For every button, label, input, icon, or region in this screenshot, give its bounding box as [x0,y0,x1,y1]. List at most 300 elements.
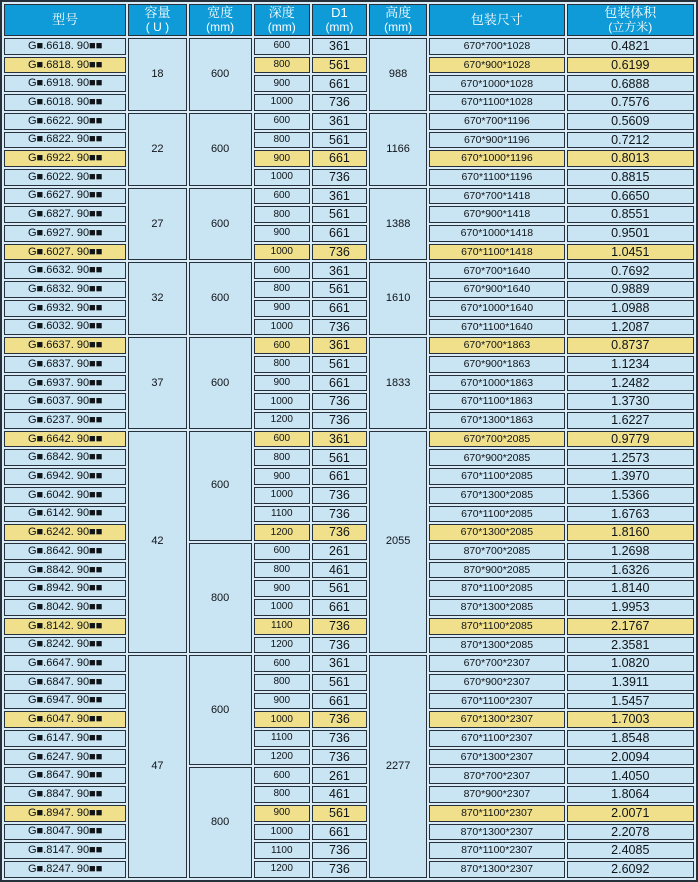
table-row [4,562,694,579]
table-row [4,599,694,616]
model-cell: G■.6242. 90■■ [4,524,126,541]
table-row [4,655,694,672]
package-volume-cell: 0.8551 [567,206,694,223]
package-volume-cell: 1.5457 [567,693,694,710]
model-cell: G■.8047. 90■■ [4,824,126,841]
package-size-cell: 870*1100*2307 [429,842,564,859]
package-volume-cell: 1.8548 [567,730,694,747]
d1-cell: 561 [312,206,367,223]
package-volume-cell: 2.3581 [567,637,694,654]
package-volume-cell: 0.9779 [567,431,694,448]
table-row [4,281,694,298]
model-cell: G■.6818. 90■■ [4,57,126,74]
model-cell: G■.6922. 90■■ [4,150,126,167]
table-row [4,749,694,766]
depth-cell: 900 [254,225,310,242]
d1-cell: 736 [312,319,367,336]
depth-cell: 800 [254,206,310,223]
d1-cell: 561 [312,580,367,597]
package-size-cell: 670*1300*2307 [429,711,564,728]
depth-cell: 1200 [254,749,310,766]
table-row [4,337,694,354]
d1-cell: 736 [312,94,367,111]
package-size-cell: 670*1100*2307 [429,693,564,710]
model-cell: G■.6837. 90■■ [4,356,126,373]
width-cell: 600 [189,188,252,261]
table-row [4,524,694,541]
d1-cell: 361 [312,655,367,672]
table-row [4,637,694,654]
d1-cell: 561 [312,57,367,74]
table-row [4,57,694,74]
depth-cell: 800 [254,356,310,373]
height-cell: 988 [369,38,427,111]
package-volume-cell: 0.6199 [567,57,694,74]
column-label: D1 [331,5,348,20]
depth-cell: 600 [254,188,310,205]
model-cell: G■.8642. 90■■ [4,543,126,560]
width-cell: 600 [189,38,252,111]
package-size-cell: 670*1000*1196 [429,150,564,167]
height-cell: 1388 [369,188,427,261]
package-size-cell: 870*700*2085 [429,543,564,560]
model-cell: G■.6947. 90■■ [4,693,126,710]
column-header-0 [4,4,126,36]
d1-cell: 361 [312,188,367,205]
table-row [4,674,694,691]
capacity-cell: 27 [128,188,186,261]
package-volume-cell: 0.4821 [567,38,694,55]
depth-cell: 800 [254,674,310,691]
height-cell: 1166 [369,113,427,186]
package-size-cell: 670*900*1028 [429,57,564,74]
table-row [4,356,694,373]
depth-cell: 900 [254,75,310,92]
model-cell: G■.8142. 90■■ [4,618,126,635]
capacity-cell: 47 [128,655,186,878]
depth-cell: 1000 [254,599,310,616]
d1-cell: 736 [312,730,367,747]
depth-cell: 900 [254,468,310,485]
model-cell: G■.6032. 90■■ [4,319,126,336]
depth-cell: 1000 [254,711,310,728]
package-size-cell: 870*900*2307 [429,786,564,803]
table-row [4,188,694,205]
model-cell: G■.8947. 90■■ [4,805,126,822]
capacity-cell: 32 [128,262,186,335]
column-sublabel: (mm) [384,20,413,34]
table-row [4,842,694,859]
package-volume-cell: 2.0071 [567,805,694,822]
depth-cell: 800 [254,57,310,74]
package-size-cell: 670*1100*1028 [429,94,564,111]
depth-cell: 1100 [254,618,310,635]
table-row [4,468,694,485]
table-row [4,730,694,747]
depth-cell: 600 [254,543,310,560]
d1-cell: 261 [312,767,367,784]
table-row [4,449,694,466]
d1-cell: 736 [312,412,367,429]
depth-cell: 1000 [254,393,310,410]
table-row [4,693,694,710]
d1-cell: 661 [312,300,367,317]
depth-cell: 1200 [254,412,310,429]
package-size-cell: 670*700*1196 [429,113,564,130]
package-volume-cell: 1.2482 [567,375,694,392]
package-volume-cell: 0.7212 [567,132,694,149]
package-size-cell: 670*900*2085 [429,449,564,466]
package-size-cell: 870*1300*2085 [429,637,564,654]
package-size-cell: 670*900*1640 [429,281,564,298]
table-row [4,75,694,92]
depth-cell: 900 [254,805,310,822]
depth-cell: 1000 [254,244,310,261]
package-size-cell: 670*700*1863 [429,337,564,354]
depth-cell: 800 [254,132,310,149]
capacity-cell: 42 [128,431,186,653]
d1-cell: 736 [312,861,367,878]
d1-cell: 736 [312,711,367,728]
table-row [4,543,694,560]
depth-cell: 1100 [254,506,310,523]
package-volume-cell: 1.0988 [567,300,694,317]
model-cell: G■.8147. 90■■ [4,842,126,859]
table-row [4,375,694,392]
width-cell: 600 [189,655,252,765]
depth-cell: 800 [254,281,310,298]
package-volume-cell: 1.8140 [567,580,694,597]
depth-cell: 800 [254,562,310,579]
model-cell: G■.6247. 90■■ [4,749,126,766]
table-row [4,300,694,317]
d1-cell: 361 [312,38,367,55]
model-cell: G■.6027. 90■■ [4,244,126,261]
table-row [4,319,694,336]
column-sublabel: (mm) [206,20,235,34]
d1-cell: 661 [312,599,367,616]
table-row [4,487,694,504]
depth-cell: 600 [254,337,310,354]
model-cell: G■.6937. 90■■ [4,375,126,392]
header-row [4,4,694,36]
column-label: 包装尺寸 [470,12,523,27]
d1-cell: 736 [312,749,367,766]
width-cell: 800 [189,767,252,878]
d1-cell: 661 [312,150,367,167]
model-cell: G■.6832. 90■■ [4,281,126,298]
depth-cell: 600 [254,113,310,130]
model-cell: G■.6627. 90■■ [4,188,126,205]
depth-cell: 600 [254,262,310,279]
d1-cell: 561 [312,132,367,149]
model-cell: G■.6022. 90■■ [4,169,126,186]
package-size-cell: 670*900*1196 [429,132,564,149]
d1-cell: 736 [312,169,367,186]
package-volume-cell: 2.6092 [567,861,694,878]
depth-cell: 900 [254,580,310,597]
table-row [4,150,694,167]
package-size-cell: 870*1300*2307 [429,824,564,841]
width-cell: 600 [189,262,252,335]
d1-cell: 561 [312,449,367,466]
package-volume-cell: 1.1234 [567,356,694,373]
table-row [4,805,694,822]
model-cell: G■.6037. 90■■ [4,393,126,410]
column-header-4 [312,4,367,36]
table-row [4,169,694,186]
depth-cell: 1100 [254,730,310,747]
package-volume-cell: 1.5366 [567,487,694,504]
package-size-cell: 870*1300*2307 [429,861,564,878]
package-size-cell: 870*700*2307 [429,767,564,784]
column-label: 宽度 [207,5,234,20]
table-row [4,861,694,878]
package-volume-cell: 1.3970 [567,468,694,485]
package-size-cell: 670*1100*1196 [429,169,564,186]
model-cell: G■.6047. 90■■ [4,711,126,728]
table-row [4,824,694,841]
table-row [4,431,694,448]
package-volume-cell: 1.4050 [567,767,694,784]
model-cell: G■.6822. 90■■ [4,132,126,149]
height-cell: 1833 [369,337,427,429]
package-size-cell: 670*700*2307 [429,655,564,672]
d1-cell: 736 [312,618,367,635]
model-cell: G■.6147. 90■■ [4,730,126,747]
d1-cell: 561 [312,281,367,298]
table-row [4,225,694,242]
width-cell: 800 [189,543,252,653]
d1-cell: 736 [312,842,367,859]
package-volume-cell: 0.5609 [567,113,694,130]
d1-cell: 661 [312,375,367,392]
model-cell: G■.6018. 90■■ [4,94,126,111]
package-size-cell: 670*1100*2307 [429,730,564,747]
d1-cell: 661 [312,824,367,841]
d1-cell: 661 [312,75,367,92]
depth-cell: 800 [254,449,310,466]
depth-cell: 1000 [254,94,310,111]
model-cell: G■.6142. 90■■ [4,506,126,523]
package-size-cell: 870*1100*2085 [429,618,564,635]
model-cell: G■.8647. 90■■ [4,767,126,784]
model-cell: G■.6647. 90■■ [4,655,126,672]
model-cell: G■.6618. 90■■ [4,38,126,55]
height-cell: 1610 [369,262,427,335]
package-size-cell: 670*1300*1863 [429,412,564,429]
table-row [4,94,694,111]
table-body [4,38,694,878]
table-row [4,506,694,523]
column-sublabel: (mm) [325,20,354,34]
package-volume-cell: 0.8737 [567,337,694,354]
table-row [4,38,694,55]
d1-cell: 661 [312,225,367,242]
package-volume-cell: 1.6763 [567,506,694,523]
package-size-cell: 670*1000*1028 [429,75,564,92]
capacity-cell: 18 [128,38,186,111]
package-size-cell: 670*1100*1418 [429,244,564,261]
package-size-cell: 670*700*1640 [429,262,564,279]
table-row [4,244,694,261]
package-size-cell: 670*1000*1640 [429,300,564,317]
height-cell: 2055 [369,431,427,653]
package-size-cell: 670*1300*2085 [429,487,564,504]
model-cell: G■.8042. 90■■ [4,599,126,616]
package-volume-cell: 0.9889 [567,281,694,298]
depth-cell: 1000 [254,319,310,336]
table-row [4,786,694,803]
depth-cell: 1200 [254,637,310,654]
d1-cell: 661 [312,693,367,710]
package-volume-cell: 1.3730 [567,393,694,410]
depth-cell: 800 [254,786,310,803]
column-header-2 [189,4,252,36]
package-size-cell: 670*1100*1863 [429,393,564,410]
d1-cell: 361 [312,113,367,130]
package-size-cell: 670*700*1418 [429,188,564,205]
package-volume-cell: 0.7692 [567,262,694,279]
d1-cell: 561 [312,805,367,822]
table-row [4,412,694,429]
package-size-cell: 670*1000*1418 [429,225,564,242]
depth-cell: 1000 [254,487,310,504]
depth-cell: 900 [254,150,310,167]
width-cell: 600 [189,431,252,541]
d1-cell: 736 [312,487,367,504]
column-sublabel: ( U ) [145,20,170,34]
depth-cell: 1000 [254,169,310,186]
column-header-1 [128,4,186,36]
depth-cell: 1200 [254,861,310,878]
table-row [4,393,694,410]
model-cell: G■.8847. 90■■ [4,786,126,803]
model-cell: G■.6042. 90■■ [4,487,126,504]
column-header-5 [369,4,427,36]
capacity-cell: 37 [128,337,186,429]
package-volume-cell: 0.8013 [567,150,694,167]
d1-cell: 736 [312,244,367,261]
package-size-cell: 670*900*2307 [429,674,564,691]
package-volume-cell: 1.0820 [567,655,694,672]
model-cell: G■.8942. 90■■ [4,580,126,597]
d1-cell: 736 [312,393,367,410]
model-cell: G■.6927. 90■■ [4,225,126,242]
model-cell: G■.6827. 90■■ [4,206,126,223]
model-cell: G■.6237. 90■■ [4,412,126,429]
table-row [4,206,694,223]
depth-cell: 900 [254,375,310,392]
package-volume-cell: 2.1767 [567,618,694,635]
package-size-cell: 670*1100*1640 [429,319,564,336]
model-cell: G■.6918. 90■■ [4,75,126,92]
column-sublabel: (立方米) [608,20,653,34]
package-size-cell: 670*900*1418 [429,206,564,223]
package-volume-cell: 0.6888 [567,75,694,92]
capacity-cell: 22 [128,113,186,186]
package-volume-cell: 0.9501 [567,225,694,242]
package-size-cell: 670*700*2085 [429,431,564,448]
package-volume-cell: 2.0094 [567,749,694,766]
depth-cell: 600 [254,655,310,672]
column-label: 容量 [144,5,171,20]
model-cell: G■.6942. 90■■ [4,468,126,485]
column-header-3 [254,4,310,36]
width-cell: 600 [189,113,252,186]
column-header-6 [429,4,564,36]
package-volume-cell: 1.2573 [567,449,694,466]
package-size-cell: 870*1100*2085 [429,580,564,597]
depth-cell: 1000 [254,824,310,841]
model-cell: G■.8842. 90■■ [4,562,126,579]
table-row [4,618,694,635]
package-size-cell: 670*1300*2085 [429,524,564,541]
model-cell: G■.6842. 90■■ [4,449,126,466]
depth-cell: 1100 [254,842,310,859]
depth-cell: 600 [254,431,310,448]
depth-cell: 1200 [254,524,310,541]
d1-cell: 561 [312,674,367,691]
d1-cell: 361 [312,431,367,448]
package-volume-cell: 1.8160 [567,524,694,541]
model-cell: G■.8247. 90■■ [4,861,126,878]
column-header-7 [567,4,694,36]
model-cell: G■.6632. 90■■ [4,262,126,279]
package-size-cell: 870*1100*2307 [429,805,564,822]
d1-cell: 736 [312,637,367,654]
package-size-cell: 670*700*1028 [429,38,564,55]
d1-cell: 561 [312,356,367,373]
package-size-cell: 870*900*2085 [429,562,564,579]
d1-cell: 661 [312,468,367,485]
depth-cell: 600 [254,767,310,784]
model-cell: G■.6847. 90■■ [4,674,126,691]
package-size-cell: 670*900*1863 [429,356,564,373]
model-cell: G■.6642. 90■■ [4,431,126,448]
package-volume-cell: 1.8064 [567,786,694,803]
package-size-cell: 670*1000*1863 [429,375,564,392]
column-label: 包装体积 [604,5,657,20]
package-volume-cell: 0.8815 [567,169,694,186]
table-row [4,132,694,149]
package-size-cell: 670*1100*2085 [429,506,564,523]
depth-cell: 900 [254,693,310,710]
package-volume-cell: 1.2087 [567,319,694,336]
package-size-cell: 870*1300*2085 [429,599,564,616]
model-cell: G■.6932. 90■■ [4,300,126,317]
table-row [4,580,694,597]
depth-cell: 600 [254,38,310,55]
package-volume-cell: 1.0451 [567,244,694,261]
table-row [4,767,694,784]
package-volume-cell: 0.7576 [567,94,694,111]
model-cell: G■.8242. 90■■ [4,637,126,654]
package-volume-cell: 1.9953 [567,599,694,616]
d1-cell: 261 [312,543,367,560]
package-size-cell: 670*1300*2307 [429,749,564,766]
d1-cell: 361 [312,337,367,354]
package-volume-cell: 0.6650 [567,188,694,205]
package-volume-cell: 1.3911 [567,674,694,691]
model-cell: G■.6637. 90■■ [4,337,126,354]
package-volume-cell: 2.4085 [567,842,694,859]
package-volume-cell: 2.2078 [567,824,694,841]
table-row [4,262,694,279]
d1-cell: 736 [312,524,367,541]
width-cell: 600 [189,337,252,429]
d1-cell: 736 [312,506,367,523]
